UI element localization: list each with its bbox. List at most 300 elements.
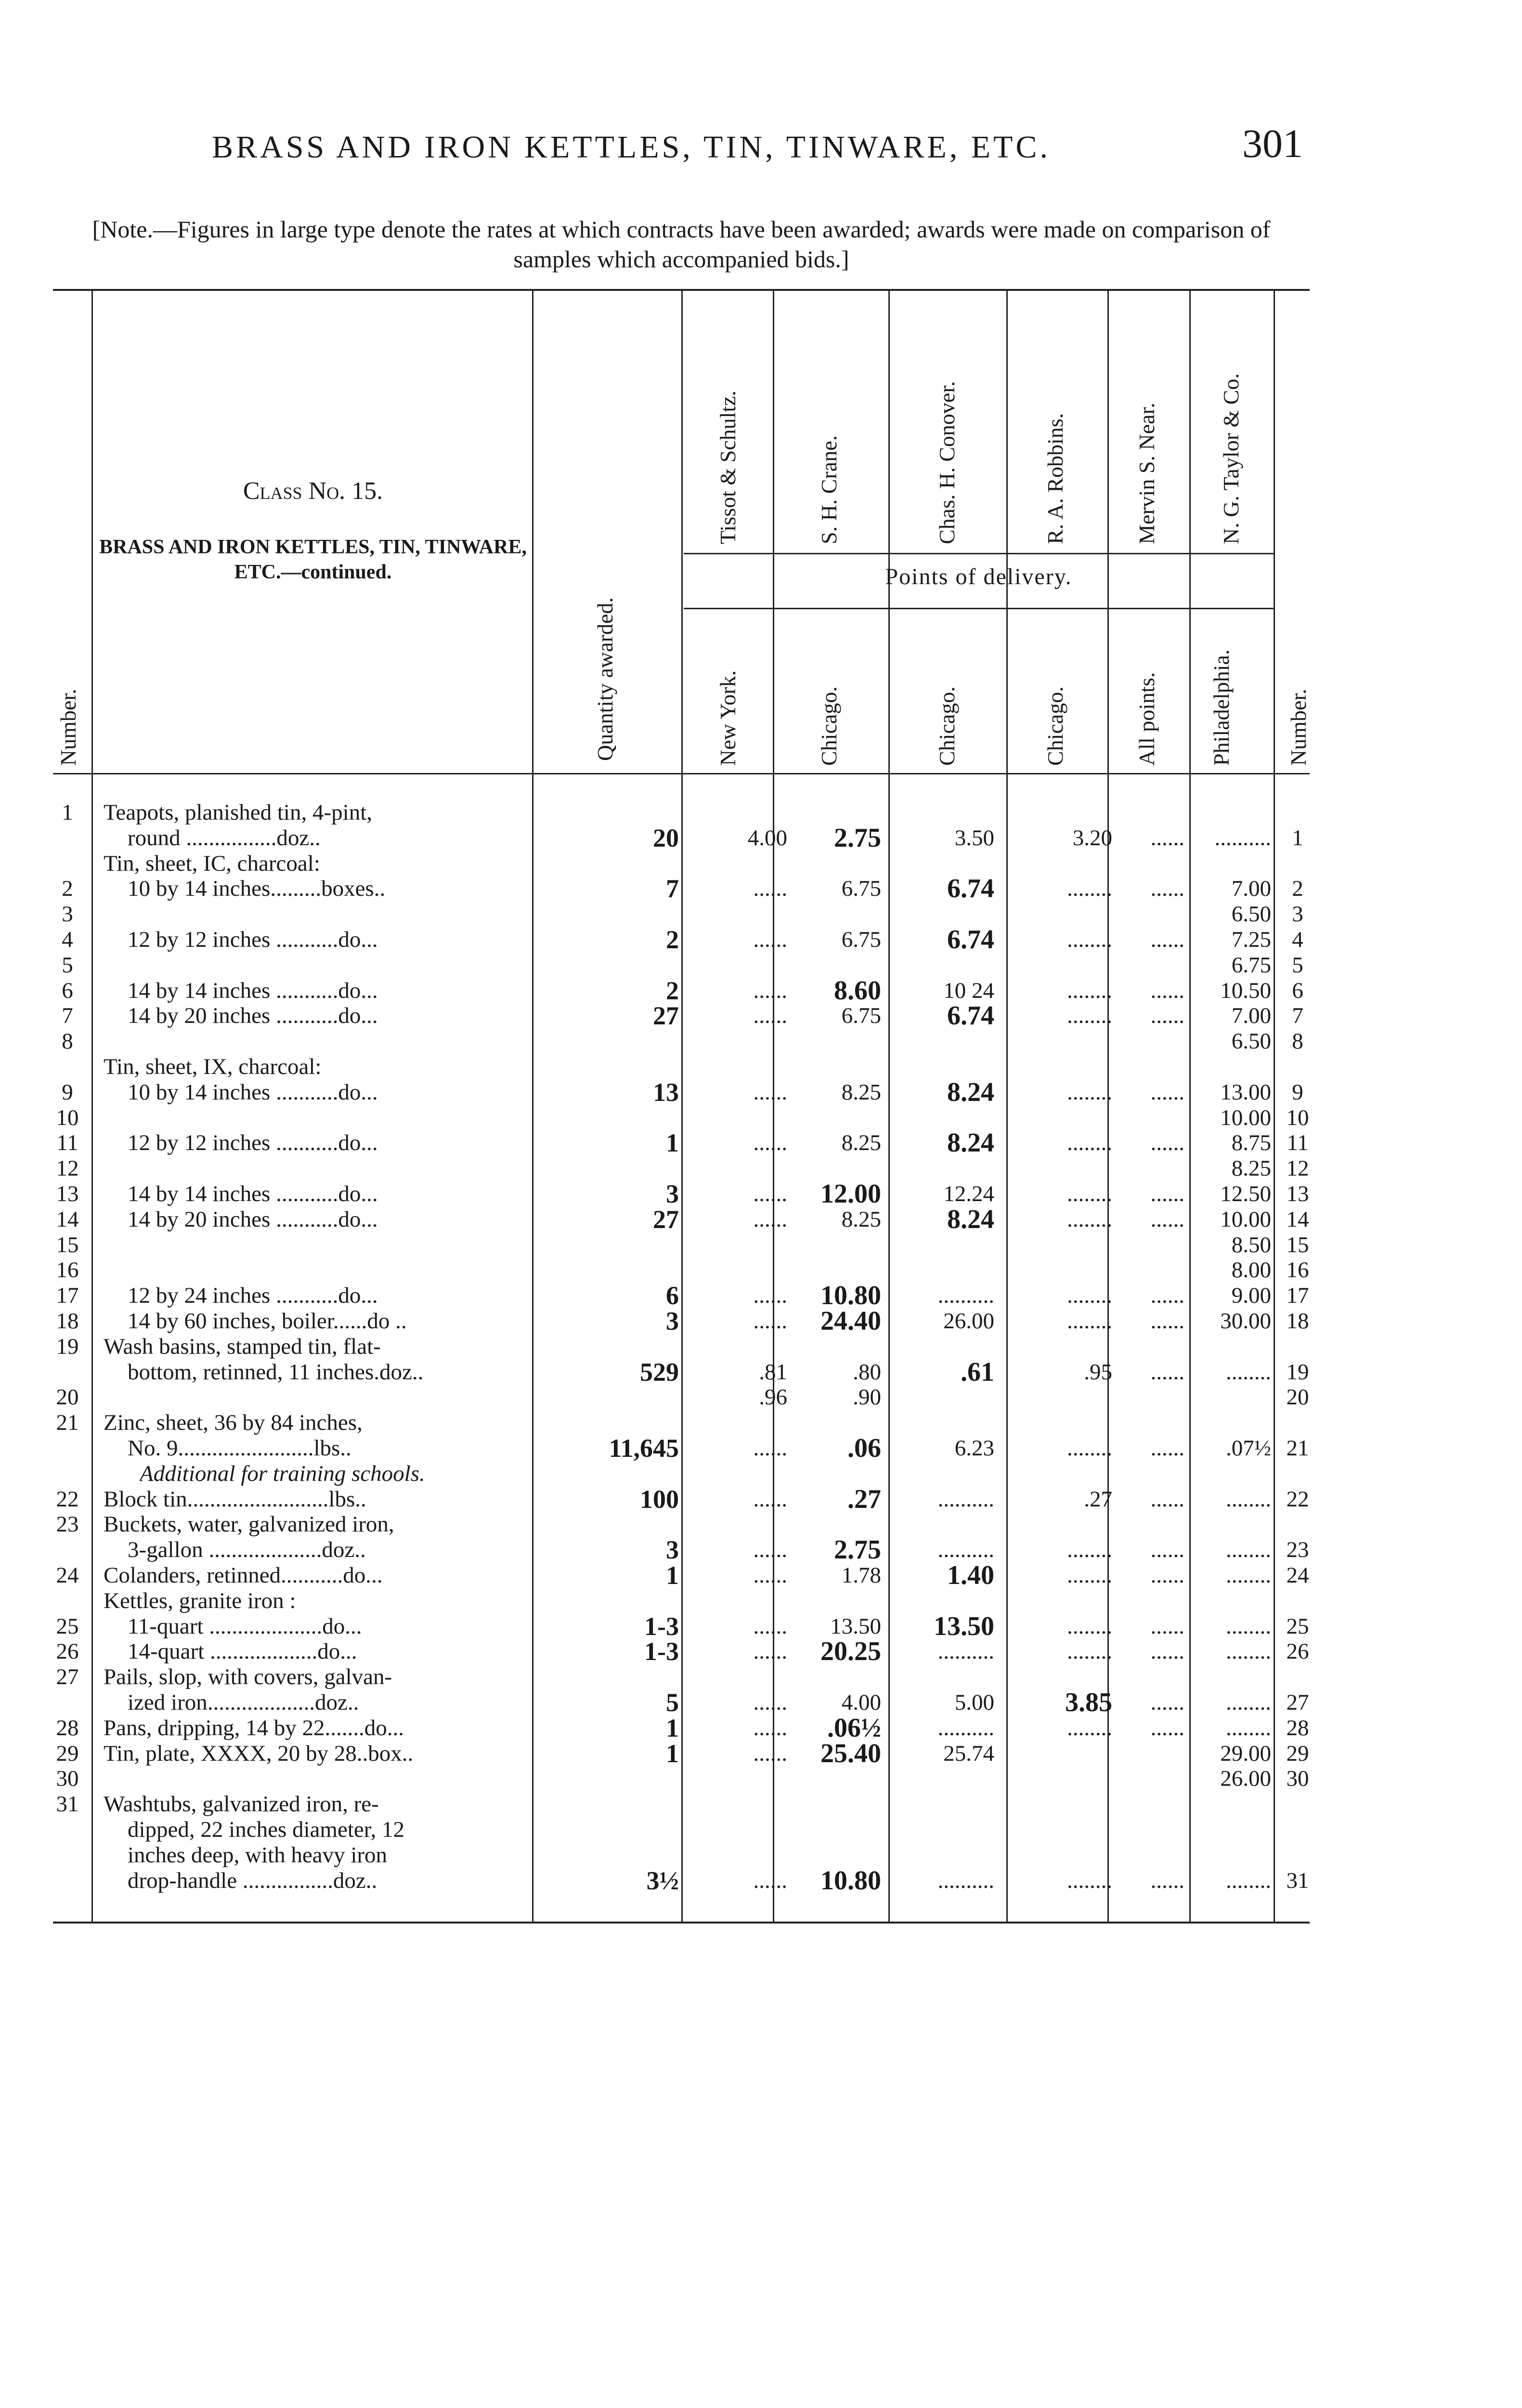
row-number-left: 28 [56,1715,79,1741]
bid-cell-1: ...... [753,1868,787,1893]
table-row [0,1257,1522,1283]
item-description: 14 by 60 inches, boiler......do .. [128,1309,407,1334]
item-description: inches deep, with heavy iron [128,1843,388,1868]
item-description: 10 by 14 inches.........boxes.. [128,876,386,901]
bid-cell-5: ...... [1150,1309,1184,1334]
page-title: BRASS AND IRON KETTLES, TIN, TINWARE, ETC. [212,130,1051,165]
bid-cell-6: 9.00 [1231,1283,1271,1308]
bid-cell-6: 7.25 [1231,927,1271,952]
bid-cell-6: ........ [1226,1360,1271,1385]
bid-cell-2: 2.75 [834,1537,881,1563]
bid-cell-2: .06 [847,1435,881,1461]
row-number-right: 31 [1286,1868,1309,1893]
table-row [0,1155,1522,1181]
quantity-awarded: 2 [666,927,679,953]
bid-cell-2: .90 [853,1385,881,1410]
row-number-right: 11 [1287,1130,1309,1155]
bidder-header-6: N. G. Taylor & Co. [1219,373,1243,544]
bid-cell-5: ...... [1150,1130,1184,1155]
row-number-left: 8 [62,1029,73,1054]
class-description: BRASS AND IRON KETTLES, TIN, TINWARE, ETC.—continued. [99,536,527,583]
number-header-left: Number. [56,689,80,766]
bid-cell-3: 25.74 [943,1741,994,1766]
quantity-awarded: 5 [666,1689,679,1715]
bid-cell-6: 8.75 [1231,1130,1271,1155]
table-row [0,1232,1522,1258]
bid-cell-6: 10.00 [1220,1207,1271,1232]
row-number-left: 31 [56,1792,79,1817]
row-number-left: 22 [56,1487,79,1512]
bid-cell-1: ...... [753,1741,787,1766]
table-row [0,1435,1522,1461]
point-header-5: All points. [1134,672,1159,766]
table-row [0,851,1522,877]
bid-cell-2: 24.40 [820,1308,881,1334]
bid-cell-6: .......... [1214,825,1271,851]
bid-cell-1: ...... [753,1309,787,1334]
quantity-awarded: 3 [666,1181,679,1207]
bid-cell-5: ...... [1150,1715,1184,1741]
bid-cell-2: 6.75 [841,876,881,901]
row-number-left: 12 [56,1156,79,1181]
bid-cell-6: 30.00 [1220,1309,1271,1334]
item-description: Washtubs, galvanized iron, re- [104,1792,379,1817]
bid-cell-6: 13.00 [1220,1080,1271,1105]
point-header-1: New York. [715,670,740,766]
quantity-awarded: 3½ [646,1868,679,1894]
bid-cell-2: 10.80 [820,1283,881,1309]
item-description: bottom, retinned, 11 inches.doz.. [128,1360,424,1385]
item-description: Pans, dripping, 14 by 22.......do... [104,1715,404,1741]
bidder-header-5: Mervin S. Near. [1134,403,1159,544]
bid-cell-6: 8.00 [1231,1257,1271,1283]
bid-cell-5: ...... [1150,1563,1184,1588]
table-row [0,978,1522,1004]
bid-cell-4: ........ [1067,978,1112,1003]
table-row [0,1028,1522,1054]
row-number-right: 28 [1286,1715,1309,1741]
point-header-3: Chicago. [935,686,959,766]
note-text: [Note.—Figures in large type denote the rates at which contracts have been awarded; awards were made on comparison of samples which accompanied bids.] [92,216,1271,273]
row-number-left: 25 [56,1614,79,1639]
bid-cell-4: ........ [1067,1436,1112,1461]
bid-cell-5: ...... [1150,1360,1184,1385]
quantity-awarded: 3 [666,1308,679,1334]
row-number-right: 29 [1286,1741,1309,1766]
row-number-right: 30 [1286,1766,1309,1791]
bid-cell-3: 10 24 [943,978,994,1003]
row-number-left: 29 [56,1741,79,1766]
row-number-left: 11 [56,1130,78,1155]
bid-cell-2: 6.75 [841,927,881,952]
row-number-right: 3 [1292,902,1303,927]
bid-cell-5: ...... [1150,1436,1184,1461]
item-description: 10 by 14 inches ...........do... [128,1080,378,1105]
bidder-header-2: S. H. Crane. [817,435,841,544]
item-description: Pails, slop, with covers, galvan- [104,1664,392,1689]
item-description: drop-handle ................doz.. [128,1868,377,1893]
bid-cell-3: 6.74 [947,1003,994,1029]
bid-cell-6: ........ [1226,1639,1271,1664]
bid-cell-4: ........ [1067,1868,1112,1893]
bid-cell-6: 6.50 [1231,1029,1271,1054]
table-row [0,1817,1522,1843]
bid-cell-4: .95 [1084,1360,1112,1385]
row-number-right: 18 [1286,1309,1309,1334]
item-description: Tin, sheet, IC, charcoal: [104,851,320,876]
item-description: Colanders, retinned...........do... [104,1563,383,1588]
bidder-header-1: Tissot & Schultz. [715,390,740,544]
bid-cell-2: 8.25 [841,1207,881,1232]
table-row [0,952,1522,978]
row-number-right: 12 [1286,1156,1309,1181]
item-description: 14 by 14 inches ...........do... [128,978,378,1003]
bid-cell-1: ...... [753,1563,787,1588]
item-description: Zinc, sheet, 36 by 84 inches, [104,1410,363,1435]
bid-cell-6: 8.25 [1231,1156,1271,1181]
table-row [0,876,1522,902]
quantity-awarded: 20 [653,825,679,851]
bid-cell-4: ........ [1067,1639,1112,1664]
item-description: 12 by 12 inches ...........do... [128,1130,378,1155]
quantity-awarded: 13 [653,1079,679,1105]
quantity-awarded: 1 [666,1562,679,1588]
bid-cell-1: ...... [753,1207,787,1232]
row-number-left: 19 [56,1334,79,1359]
item-description: Kettles, granite iron : [104,1588,296,1613]
quantity-awarded: 11,645 [609,1435,679,1461]
bid-cell-4: ........ [1067,1283,1112,1308]
table-row [0,825,1522,851]
row-number-left: 1 [62,800,73,825]
row-number-right: 16 [1286,1257,1309,1283]
bid-cell-6: 29.00 [1220,1741,1271,1766]
row-number-left: 4 [62,927,73,952]
bid-cell-5: ...... [1150,1003,1184,1028]
bid-cell-2: 13.50 [830,1614,881,1639]
row-number-left: 23 [56,1512,79,1537]
item-description: 11-quart ....................do... [128,1614,362,1639]
bid-cell-1: ...... [753,1436,787,1461]
bid-cell-3: 12.24 [943,1181,994,1206]
row-number-right: 27 [1286,1690,1309,1715]
bid-cell-2: .06½ [827,1715,881,1741]
table-row [0,1689,1522,1715]
bid-cell-4: ........ [1067,1130,1112,1155]
table-row [0,1868,1522,1894]
table-row [0,1054,1522,1080]
bid-cell-3: .......... [937,1715,994,1741]
bid-cell-4: ........ [1067,927,1112,952]
bid-cell-4: ........ [1067,876,1112,901]
row-number-right: 15 [1286,1232,1309,1257]
bid-cell-3: 13.50 [934,1613,994,1639]
bid-cell-3: 8.24 [947,1079,994,1105]
bid-cell-1: ...... [753,978,787,1003]
bid-cell-5: ...... [1150,1487,1184,1512]
quantity-awarded: 1-3 [644,1638,679,1664]
item-description: 14 by 20 inches ...........do... [128,1003,378,1028]
row-number-left: 15 [56,1232,79,1257]
row-number-left: 27 [56,1664,79,1689]
bid-cell-2: 6.75 [841,1003,881,1028]
bid-cell-1: ...... [753,1715,787,1741]
bid-cell-1: .81 [759,1360,787,1385]
table-row [0,1638,1522,1664]
bid-cell-2: .27 [847,1486,881,1512]
quantity-awarded: 7 [666,876,679,902]
table-row [0,1588,1522,1614]
bid-cell-1: ...... [753,1639,787,1664]
row-number-right: 26 [1286,1639,1309,1664]
bid-cell-2: .80 [853,1360,881,1385]
bid-cell-1: ...... [753,1487,787,1512]
row-number-left: 13 [56,1181,79,1206]
row-number-right: 17 [1286,1283,1309,1308]
bid-cell-5: ...... [1150,978,1184,1003]
bid-cell-6: ........ [1226,1614,1271,1639]
quantity-awarded: 100 [640,1486,679,1512]
bid-cell-6: ........ [1226,1563,1271,1588]
bid-cell-3: 6.74 [947,927,994,953]
row-number-right: 13 [1286,1181,1309,1206]
bid-cell-4: .27 [1084,1487,1112,1512]
bid-cell-3: .......... [937,1283,994,1308]
table-row [0,1206,1522,1232]
bid-cell-2: 20.25 [820,1638,881,1664]
bid-cell-4: 3.20 [1072,825,1112,851]
item-description: 12 by 24 inches ...........do... [128,1283,378,1308]
item-description: Block tin.........................lbs.. [104,1487,366,1512]
bid-cell-3: .......... [937,1868,994,1893]
row-number-right: 6 [1292,978,1303,1003]
item-description: 3-gallon ....................doz.. [128,1537,366,1562]
bid-cell-6: 26.00 [1220,1766,1271,1791]
table-row [0,1130,1522,1156]
quantity-awarded: 1 [666,1715,679,1741]
bid-cell-5: ...... [1150,1868,1184,1893]
quantity-awarded: 3 [666,1537,679,1563]
item-description: ized iron...................doz.. [128,1690,359,1715]
bid-cell-4: ........ [1067,1614,1112,1639]
bid-cell-4: ........ [1067,1003,1112,1028]
bid-cell-2: 1.78 [841,1563,881,1588]
bid-cell-1: ...... [753,1181,787,1206]
bid-cell-6: 6.75 [1231,953,1271,978]
row-number-right: 7 [1292,1003,1303,1028]
bid-cell-4: ........ [1067,1181,1112,1206]
bid-cell-4: ........ [1067,1537,1112,1562]
points-of-delivery-label: Points of delivery. [885,564,1072,589]
item-description: round ................doz.. [128,825,321,851]
bid-cell-2: 2.75 [834,825,881,851]
bid-cell-4: ........ [1067,1715,1112,1741]
row-number-right: 22 [1286,1487,1309,1512]
item-description: 14 by 20 inches ...........do... [128,1207,378,1232]
bid-cell-3: .......... [937,1537,994,1562]
quantity-awarded: 1-3 [644,1613,679,1639]
bid-cell-6: ........ [1226,1537,1271,1562]
row-number-left: 17 [56,1283,79,1308]
row-number-right: 1 [1292,825,1303,851]
table-row [0,1079,1522,1105]
bid-cell-6: ........ [1226,1868,1271,1893]
bid-cell-2: 8.60 [834,978,881,1004]
bid-cell-5: ...... [1150,876,1184,901]
table-row [0,1384,1522,1410]
row-number-left: 30 [56,1766,79,1791]
bid-cell-1: ...... [753,927,787,952]
row-number-right: 8 [1292,1029,1303,1054]
bid-cell-5: ...... [1150,1537,1184,1562]
bid-cell-1: ...... [753,1003,787,1028]
bid-cell-3: 1.40 [947,1562,994,1588]
row-number-left: 24 [56,1563,79,1588]
row-number-right: 23 [1286,1537,1309,1562]
row-number-right: 19 [1286,1360,1309,1385]
table-row [0,1308,1522,1334]
bid-cell-1: ...... [753,1283,787,1308]
number-header-right: Number. [1286,689,1311,766]
bid-cell-4: ........ [1067,1309,1112,1334]
item-description: Teapots, planished tin, 4-pint, [104,800,373,825]
bid-cell-2: 8.25 [841,1130,881,1155]
bidder-header-4: R. A. Robbins. [1043,413,1067,544]
row-number-right: 25 [1286,1614,1309,1639]
item-description: Tin, sheet, IX, charcoal: [104,1054,322,1079]
table-row [0,1461,1522,1487]
item-description: Additional for training schools. [140,1461,425,1486]
bid-cell-6: 10.50 [1220,978,1271,1003]
item-description: 14-quart ...................do... [128,1639,357,1664]
table-row [0,1334,1522,1360]
item-description: Wash basins, stamped tin, flat- [104,1334,381,1359]
row-number-right: 10 [1286,1105,1309,1130]
table-row [0,1562,1522,1588]
table-row [0,1664,1522,1690]
table-row [0,1105,1522,1131]
bid-cell-6: ........ [1226,1487,1271,1512]
bid-cell-1: ...... [753,1080,787,1105]
bid-cell-5: ...... [1150,1207,1184,1232]
item-description: Tin, plate, XXXX, 20 by 28..box.. [104,1741,414,1766]
bid-cell-5: ...... [1150,1283,1184,1308]
table-row [0,1283,1522,1309]
bid-cell-5: ...... [1150,1639,1184,1664]
bid-cell-6: ........ [1226,1715,1271,1741]
row-number-right: 2 [1292,876,1303,901]
class-label: Class No. 15. [243,477,383,505]
quantity-awarded: 529 [640,1359,679,1385]
table-row [0,1613,1522,1639]
row-number-left: 16 [56,1257,79,1283]
bid-cell-6: 12.50 [1220,1181,1271,1206]
bid-cell-6: 6.50 [1231,902,1271,927]
bid-cell-2: 4.00 [841,1690,881,1715]
bid-cell-5: ...... [1150,1080,1184,1105]
bid-cell-1: ...... [753,1130,787,1155]
row-number-right: 9 [1292,1080,1303,1105]
quantity-awarded: 1 [666,1741,679,1767]
bid-cell-2: 12.00 [820,1181,881,1207]
bid-cell-3: .61 [961,1359,994,1385]
point-header-6: Philadelphia. [1209,649,1234,766]
page-number: 301 [1242,121,1303,166]
bid-cell-3: .......... [937,1487,994,1512]
bid-cell-1: ...... [753,1614,787,1639]
table-row [0,901,1522,927]
bid-cell-2: 10.80 [820,1868,881,1894]
quantity-awarded: 27 [653,1003,679,1029]
row-number-left: 6 [62,978,73,1003]
row-number-left: 2 [62,876,73,901]
bidder-header-3: Chas. H. Conover. [935,381,959,544]
bid-cell-3: 6.23 [954,1436,994,1461]
row-number-left: 21 [56,1410,79,1435]
bid-cell-5: ...... [1150,927,1184,952]
bid-cell-3: .......... [937,1639,994,1664]
item-description: 14 by 14 inches ...........do... [128,1181,378,1206]
row-number-left: 3 [62,902,73,927]
point-header-2: Chicago. [817,686,841,766]
bid-cell-6: 7.00 [1231,1003,1271,1028]
row-number-right: 14 [1286,1207,1309,1232]
table-row [0,1359,1522,1385]
table-row [0,1766,1522,1792]
table-row [0,1511,1522,1537]
row-number-left: 20 [56,1385,79,1410]
bid-cell-3: 5.00 [954,1690,994,1715]
table-row [0,927,1522,953]
table-row [0,1486,1522,1512]
table-row [0,1537,1522,1563]
row-number-left: 14 [56,1207,79,1232]
row-number-right: 24 [1286,1563,1309,1588]
bid-cell-3: 8.24 [947,1130,994,1156]
table-row [0,1181,1522,1207]
item-description: dipped, 22 inches diameter, 12 [128,1817,405,1842]
bid-cell-1: ...... [753,1537,787,1562]
bid-cell-2: 25.40 [820,1741,881,1767]
bid-cell-6: .07½ [1226,1436,1271,1461]
quantity-header: Quantity awarded. [593,597,617,761]
table-row [0,1741,1522,1767]
bid-cell-5: ...... [1150,1614,1184,1639]
table-row [0,1715,1522,1741]
quantity-awarded: 27 [653,1206,679,1232]
bid-cell-4: ........ [1067,1207,1112,1232]
bid-cell-6: 7.00 [1231,876,1271,901]
bid-cell-4: 3.85 [1065,1689,1112,1715]
row-number-left: 7 [62,1003,73,1028]
bid-cell-6: ........ [1226,1690,1271,1715]
point-header-4: Chicago. [1043,686,1067,766]
bid-cell-1: 4.00 [747,825,787,851]
bid-cell-3: 26.00 [943,1309,994,1334]
row-number-right: 20 [1286,1385,1309,1410]
item-description: Buckets, water, galvanized iron, [104,1512,394,1537]
bid-cell-6: 10.00 [1220,1105,1271,1130]
bid-cell-3: 8.24 [947,1206,994,1232]
quantity-awarded: 6 [666,1283,679,1309]
bid-cell-1: ...... [753,1690,787,1715]
row-number-right: 4 [1292,927,1303,952]
item-description: 12 by 12 inches ...........do... [128,927,378,952]
bid-cell-1: ...... [753,876,787,901]
row-number-left: 10 [56,1105,79,1130]
row-number-left: 5 [62,953,73,978]
bid-cell-6: 8.50 [1231,1232,1271,1257]
